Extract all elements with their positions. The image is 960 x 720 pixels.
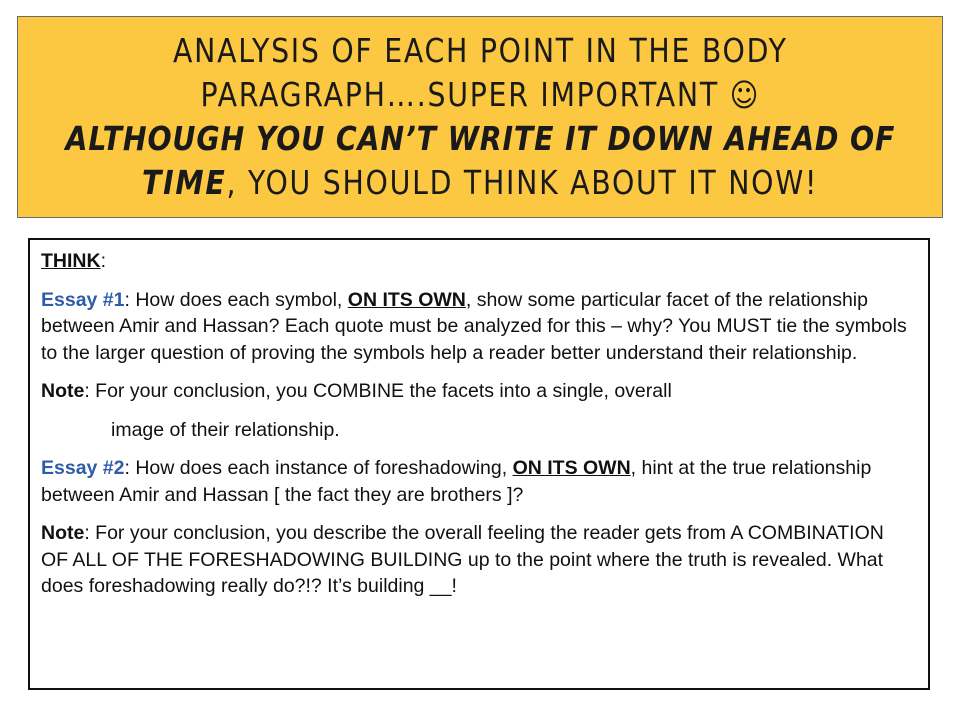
title-line-4 [142,161,818,205]
title-banner [17,16,943,218]
title-line-3: ALTHOUGH YOU CAN’T WRITE IT DOWN AHEAD OF [65,119,895,158]
note-2-text: : For your conclusion, you describe the overall feeling the reader gets from A COMBINATION OF ALL OF THE FORESHADOWING BUILDING up to the point where the truth is revealed. What does foreshadowing really do?!? It’s building __! [41,522,884,597]
essay-2-text-b: , hint at the true relationship between Amir and Hassan [ the fact they are brothers ]? [41,457,872,506]
think-heading [41,248,916,275]
essay-1-emphasis: ON ITS OWN [347,288,466,311]
essay-1-paragraph [41,287,916,367]
essay-1-text-a: : How does each symbol, [124,288,348,311]
title-line-4-emphasis: TIME [141,163,227,202]
smiley-icon: ☺ [729,76,760,114]
title-line-1: ANALYSIS OF EACH POINT IN THE BODY [172,31,788,70]
essay-1-text-b: , show some particular facet of the relationship between Amir and Hassan? Each quote must be analyzed for this – why? You MUST tie the symbols to the larger question of proving the symbols help a reader better understand their relationship. [41,288,907,364]
title-line-2 [200,73,760,117]
essay-2-text-a: : How does each instance of foreshadowing, [124,457,513,479]
instructions-box [28,238,930,690]
title-line-4-text: , YOU SHOULD THINK ABOUT IT NOW! [226,163,819,202]
title-line-2-text: PARAGRAPH….SUPER IMPORTANT [200,75,719,114]
essay-2-emphasis: ON ITS OWN [512,457,631,479]
note-2-label: Note [41,522,85,544]
think-label: THINK [41,250,101,272]
essay-2-paragraph [41,455,916,508]
note-1-paragraph [41,378,916,405]
essay-2-label: Essay #2 [41,457,125,479]
essay-1-label: Essay #1 [41,288,125,311]
note-1-continuation: image of their relationship. [111,418,340,441]
note-1-label: Note [41,380,85,402]
note-2-paragraph [41,520,916,600]
note-1-text: : For your conclusion, you COMBINE the facets into a single, overall [84,380,672,402]
think-colon: : [100,250,106,272]
